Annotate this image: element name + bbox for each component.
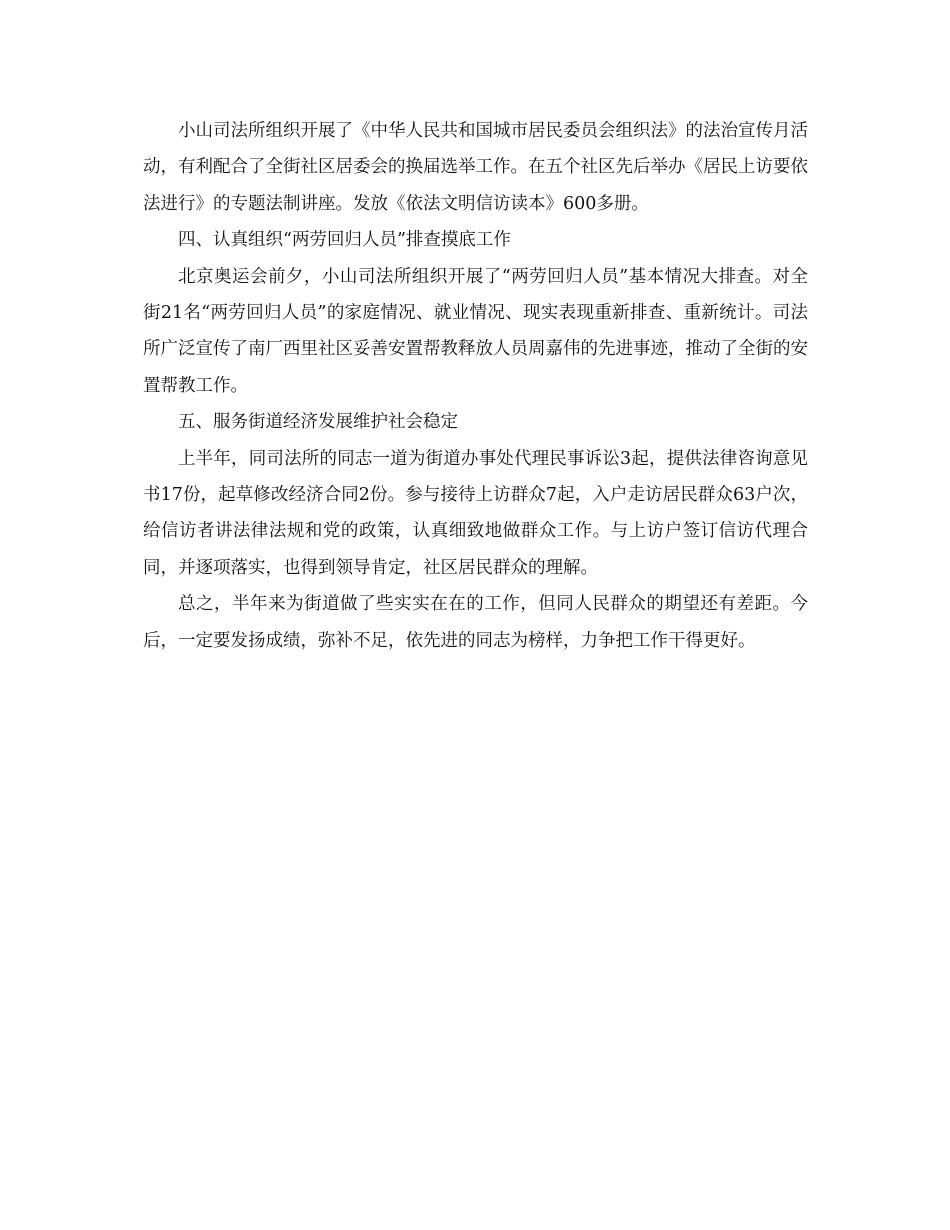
document-body (143, 113, 808, 659)
paragraph-organization-law-campaign: 小山司法所组织开展了《中华人民共和国城市居民委员会组织法》的法治宣传月活动，有利配合了全街社区居委会的换届选举工作。在五个社区先后举办《居民上访要依法进行》的专题法制讲座。发放《依法文明信访读本》600多册。 (143, 121, 808, 214)
paragraph-legal-services: 上半年，同司法所的同志一道为街道办事处代理民事诉讼3起，提供法律咨询意见书17份，起草修改经济合同2份。参与接待上访群众7起，入户走访居民群众63户次，给信访者讲法律法规和党的政策，认真细致地做群众工作。与上访户签订信访代理合同，并逐项落实，也得到领导肯定，社区居民群众的理解。 (143, 448, 808, 578)
section-heading-five: 五、服务街道经济发展维护社会稳定 (178, 412, 458, 433)
section-heading-four: 四、认真组织“两劳回归人员”排查摸底工作 (178, 230, 511, 251)
paragraph-conclusion: 总之，半年来为街道做了些实实在在的工作，但同人民群众的期望还有差距。今后，一定要发扬成绩，弥补不足，依先进的同志为榜样，力争把工作干得更好。 (143, 594, 808, 651)
paragraph-olympics-investigation: 北京奥运会前夕，小山司法所组织开展了“两劳回归人员”基本情况大排查。对全街21名“两劳回归人员”的家庭情况、就业情况、现实表现重新排查、重新统计。司法所广泛宣传了南厂西里社区妥善安置帮教释放人员周嘉伟的先进事迹，推动了全街的安置帮教工作。 (143, 266, 808, 396)
